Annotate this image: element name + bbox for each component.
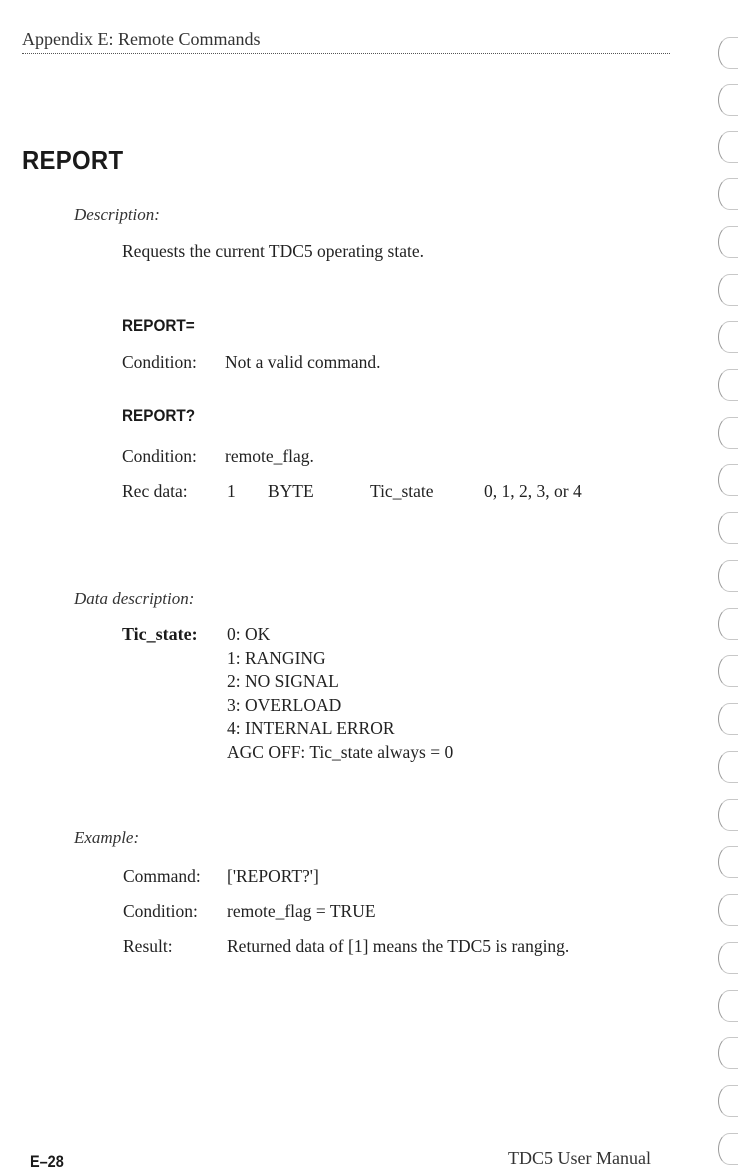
- binder-hole: [718, 131, 738, 163]
- page-title: REPORT: [22, 145, 124, 175]
- binder-hole: [718, 846, 738, 878]
- description-text: Requests the current TDC5 operating state.: [122, 241, 424, 261]
- page-number: E–28: [30, 1152, 64, 1171]
- example-result-label: Result:: [123, 936, 173, 956]
- binder-hole: [718, 37, 738, 69]
- binder-hole: [718, 226, 738, 258]
- rec-data-label: Rec data:: [122, 481, 188, 501]
- binder-hole: [718, 703, 738, 735]
- example-condition-value: remote_flag = TRUE: [227, 901, 376, 921]
- binder-hole: [718, 655, 738, 687]
- binder-hole: [718, 274, 738, 306]
- tic-state-value-3: 3: OVERLOAD: [227, 695, 342, 715]
- example-result-value: Returned data of [1] means the TDC5 is ranging.: [227, 936, 570, 956]
- tic-state-value-4: 4: INTERNAL ERROR: [227, 718, 395, 738]
- binder-hole: [718, 799, 738, 831]
- rec-data-count: 1: [227, 481, 236, 501]
- binder-hole: [718, 369, 738, 401]
- example-heading: Example:: [74, 828, 140, 847]
- report-query-condition-label: Condition:: [122, 446, 197, 466]
- report-set-command: REPORT=: [122, 316, 195, 335]
- description-heading: Description:: [74, 205, 160, 224]
- example-command-label: Command:: [123, 866, 201, 886]
- rec-data-name: Tic_state: [370, 481, 434, 501]
- running-head: Appendix E: Remote Commands: [22, 29, 261, 49]
- binder-hole: [718, 1085, 738, 1117]
- binder-hole: [718, 608, 738, 640]
- example-condition-label: Condition:: [123, 901, 198, 921]
- tic-state-value-0: 0: OK: [227, 624, 271, 644]
- report-query-command: REPORT?: [122, 406, 196, 425]
- binder-hole: [718, 464, 738, 496]
- data-description-heading: Data description:: [74, 589, 195, 608]
- report-set-condition-value: Not a valid command.: [225, 352, 381, 372]
- example-command-value: ['REPORT?']: [227, 866, 319, 886]
- binder-hole: [718, 990, 738, 1022]
- binder-hole: [718, 417, 738, 449]
- binder-hole: [718, 942, 738, 974]
- binder-hole: [718, 1133, 738, 1165]
- binder-hole: [718, 321, 738, 353]
- header-rule: [22, 53, 670, 54]
- binder-hole: [718, 178, 738, 210]
- binder-hole: [718, 894, 738, 926]
- manual-title: TDC5 User Manual: [508, 1148, 651, 1168]
- tic-state-value-1: 1: RANGING: [227, 648, 326, 668]
- tic-state-value-2: 2: NO SIGNAL: [227, 671, 339, 691]
- binder-hole: [718, 512, 738, 544]
- tic-state-label: Tic_state:: [122, 624, 198, 644]
- binder-hole: [718, 560, 738, 592]
- rec-data-values: 0, 1, 2, 3, or 4: [484, 481, 582, 501]
- report-query-condition-value: remote_flag.: [225, 446, 314, 466]
- report-set-condition-label: Condition:: [122, 352, 197, 372]
- binder-hole: [718, 84, 738, 116]
- rec-data-type: BYTE: [268, 481, 314, 501]
- binder-hole: [718, 1037, 738, 1069]
- tic-state-agc-note: AGC OFF: Tic_state always = 0: [227, 742, 454, 762]
- binder-hole: [718, 751, 738, 783]
